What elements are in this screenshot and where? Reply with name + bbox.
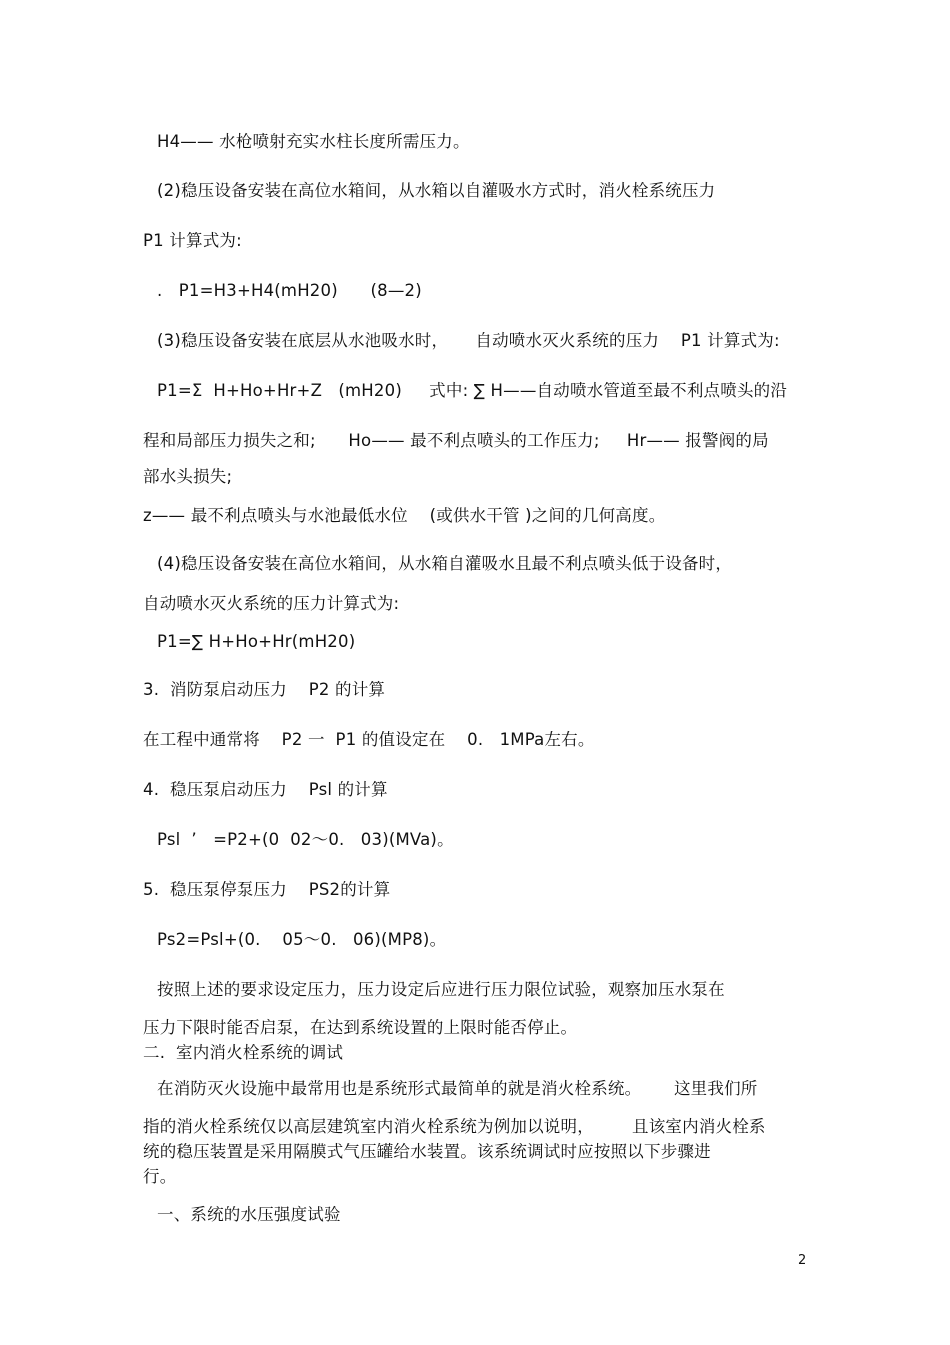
text-line: . P1=H3+H4(mH20) (8—2)	[157, 281, 422, 300]
text-line: 行。	[143, 1167, 177, 1186]
text-line: 程和局部压力损失之和; Ho—— 最不利点喷头的工作压力; Hr—— 报警阀的局	[143, 431, 769, 450]
text-line: (4)稳压设备安装在高位水箱间，从水箱自灌吸水且最不利点喷头低于设备时，	[157, 554, 733, 573]
text-line: 部水头损失;	[143, 467, 233, 486]
text-line: P1=Σ H+Ho+Hr+Z (mH20) 式中: ∑ H——自动喷水管道至最不利点喷头的沿	[157, 381, 788, 400]
text-line: (3)稳压设备安装在底层从水池吸水时， 自动喷水灭火系统的压力 P1 计算式为:	[157, 331, 780, 350]
text-line: 按照上述的要求设定压力，压力设定后应进行压力限位试验，观察加压水泵在	[157, 980, 725, 999]
text-line: 自动喷水灭火系统的压力计算式为:	[143, 594, 400, 613]
text-line: H4—— 水枪喷射充实水柱长度所需压力。	[157, 132, 470, 151]
text-line: 在工程中通常将 P2 一 P1 的值设定在 0. 1MPa左右。	[143, 730, 595, 749]
text-line: 5. 稳压泵停泵压力 PS2的计算	[143, 880, 391, 899]
text-line: Ps2=Psl+(0. 05～0. 06)(MP8)。	[157, 930, 447, 949]
text-line: P1=∑ H+Ho+Hr(mH20)	[157, 632, 356, 651]
text-line: z—— 最不利点喷头与水池最低水位 (或供水干管 )之间的几何高度。	[143, 506, 666, 525]
text-line: 压力下限时能否启泵，在达到系统设置的上限时能否停止。	[143, 1018, 578, 1037]
text-line: (2)稳压设备安装在高位水箱间，从水箱以自灌吸水方式时，消火栓系统压力	[157, 181, 716, 200]
text-line: 4. 稳压泵启动压力 Psl 的计算	[143, 780, 388, 799]
text-line: P1 计算式为:	[143, 231, 242, 250]
text-line: 在消防灭火设施中最常用也是系统形式最简单的就是消火栓系统。 这里我们所	[157, 1079, 758, 1098]
text-line: 统的稳压装置是采用隔膜式气压罐给水装置。该系统调试时应按照以下步骤进	[143, 1142, 711, 1161]
section-heading: 二. 室内消火栓系统的调试	[143, 1043, 344, 1062]
text-line: Psl ’ =P2+(0 02～0. 03)(MVa)。	[157, 830, 454, 849]
text-line: 指的消火栓系统仅以高层建筑室内消火栓系统为例加以说明， 且该室内消火栓系	[143, 1117, 766, 1136]
section-heading: 一、系统的水压强度试验	[157, 1205, 341, 1224]
text-line: 3. 消防泵启动压力 P2 的计算	[143, 680, 386, 699]
page-number: 2	[798, 1253, 807, 1268]
